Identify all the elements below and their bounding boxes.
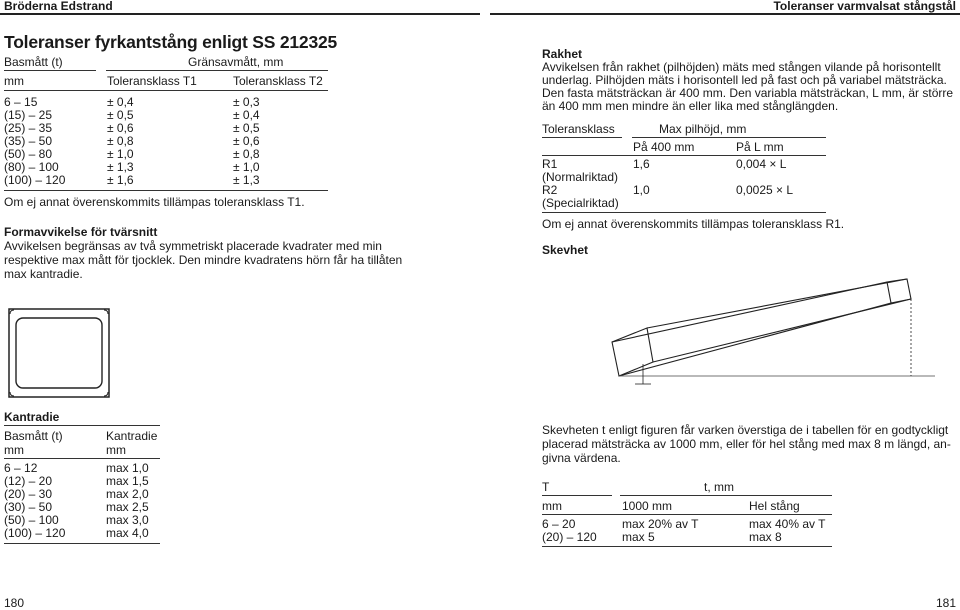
table-cell: (Specialriktad) <box>542 196 619 210</box>
table-cell: ± 0,8 <box>233 147 260 161</box>
running-head-right: Toleranser varmvalsat stångstål <box>773 0 956 13</box>
col-header-unit: mm <box>4 443 24 457</box>
table-cell: ± 0,6 <box>233 134 260 148</box>
twisted-bar-figure <box>495 266 960 400</box>
formavvikelse-text-line: Avvikelsen begränsas av två symmetriskt placerade kvadrater med min <box>4 239 382 253</box>
table-cell: 0,004 × L <box>736 157 787 171</box>
skevhet-text-line: Skevheten t enligt figuren får varken överstiga de i tabellen för en godtyckligt <box>542 423 949 437</box>
table-cell: ± 1,0 <box>107 147 134 161</box>
table-cell: ± 1,3 <box>233 173 260 187</box>
table-cell: (100) – 120 <box>4 526 66 540</box>
table-cell: 1,6 <box>633 157 650 171</box>
col-header-1000mm: 1000 mm <box>622 499 673 513</box>
col-header-basmatt: Basmått (t) <box>4 429 63 443</box>
table-cell: max 1,0 <box>106 461 149 475</box>
formavvikelse-text-line: max kantradie. <box>4 267 83 281</box>
table-cell: R2 <box>542 183 558 197</box>
col-header-t2: Toleransklass T2 <box>233 74 323 88</box>
table-cell: R1 <box>542 157 558 171</box>
table-cell: max 8 <box>749 530 782 544</box>
table-cell: ± 0,8 <box>107 134 134 148</box>
table-cell: 6 – 12 <box>4 461 38 475</box>
table-cell: (20) – 120 <box>542 530 597 544</box>
formavvikelse-heading: Formavvikelse för tvärsnitt <box>4 225 158 239</box>
table-cell: (Normalriktad) <box>542 170 619 184</box>
table-cell: (35) – 50 <box>4 134 53 148</box>
rakhet-text-line: än 400 mm men mindre än eller lika med stånglängden. <box>542 99 839 113</box>
table-cell: max 1,5 <box>106 474 149 488</box>
col-header-unit: mm <box>106 443 126 457</box>
col-header-unit: mm <box>542 499 562 513</box>
table-cell: (15) – 25 <box>4 108 53 122</box>
page-title: Toleranser fyrkantstång enligt SS 212325 <box>4 32 338 52</box>
table-cell: (50) – 80 <box>4 147 53 161</box>
table-cell: (25) – 35 <box>4 121 53 135</box>
col-header-basmatt: Basmått (t) <box>4 55 63 69</box>
col-header-t: T <box>542 480 550 494</box>
rakhet-heading: Rakhet <box>542 47 583 61</box>
table-cell: max 5 <box>622 530 655 544</box>
col-header-gransavmatt: Gränsavmått, mm <box>188 55 284 69</box>
header-rule-left <box>0 13 480 15</box>
header-rule-right <box>490 13 960 15</box>
rakhet-text-line: Avvikelsen från rakhet (pilhöjden) mäts med stången vilande på horisontellt <box>542 60 941 74</box>
table-cell: max 3,0 <box>106 513 149 527</box>
table-cell: ± 0,3 <box>233 95 260 109</box>
table-cell: max 2,5 <box>106 500 149 514</box>
table-cell: (12) – 20 <box>4 474 53 488</box>
table-cell: ± 1,0 <box>233 160 260 174</box>
table-cell: (30) – 50 <box>4 500 53 514</box>
col-header-toleransklass: Toleransklass <box>542 122 615 136</box>
table-cell: 1,0 <box>633 183 650 197</box>
table-cell: 0,0025 × L <box>736 183 794 197</box>
running-head-left: Bröderna Edstrand <box>4 0 113 13</box>
col-header-kantradie: Kantradie <box>106 429 158 443</box>
col-header-hel-stang: Hel stång <box>749 499 800 513</box>
tolerance-note: Om ej annat överenskommits tillämpas toleransklass T1. <box>4 195 305 209</box>
cross-section-figure <box>8 308 114 400</box>
table-cell: ± 1,6 <box>107 173 134 187</box>
table-cell: ± 0,6 <box>107 121 134 135</box>
table-cell: (20) – 30 <box>4 487 53 501</box>
col-header-l-mm: På L mm <box>736 140 784 154</box>
col-header-max-pilhojd: Max pilhöjd, mm <box>659 122 747 136</box>
table-cell: max 2,0 <box>106 487 149 501</box>
col-header-400mm: På 400 mm <box>633 140 695 154</box>
col-header-t1: Toleransklass T1 <box>107 74 197 88</box>
skevhet-text-line: givna värdena. <box>542 451 621 465</box>
skevhet-heading: Skevhet <box>542 243 589 257</box>
table-cell: ± 0,5 <box>233 121 260 135</box>
rakhet-text-line: Den fasta mätsträckan är 400 mm. Den variabla mätsträckan, L mm, är större <box>542 86 954 100</box>
col-header-unit: mm <box>4 74 24 88</box>
table-cell: (80) – 100 <box>4 160 59 174</box>
table-cell: ± 0,5 <box>107 108 134 122</box>
formavvikelse-text-line: respektive max mått för tjocklek. Den mindre kvadratens hörn får ha tillåten <box>4 253 403 267</box>
table-cell: (100) – 120 <box>4 173 66 187</box>
pilhojd-note: Om ej annat överenskommits tillämpas toleransklass R1. <box>542 217 845 231</box>
table-cell: 6 – 15 <box>4 95 38 109</box>
kantradie-heading: Kantradie <box>4 410 60 424</box>
table-cell: max 4,0 <box>106 526 149 540</box>
table-cell: max 40% av T <box>749 517 826 531</box>
table-cell: ± 1,3 <box>107 160 134 174</box>
table-cell: (50) – 100 <box>4 513 59 527</box>
page-number-left: 180 <box>4 596 25 610</box>
rakhet-text-line: underlag. Pilhöjden mäts i horisontell led på fast och på variabel mätsträcka. <box>542 73 947 87</box>
col-header-t-mm: t, mm <box>704 480 734 494</box>
table-cell: ± 0,4 <box>107 95 134 109</box>
table-cell: ± 0,4 <box>233 108 260 122</box>
table-cell: 6 – 20 <box>542 517 576 531</box>
skevhet-text-line: placerad mätsträcka av 1000 mm, eller för hel stång med max 8 m längd, an- <box>542 437 951 451</box>
table-cell: max 20% av T <box>622 517 699 531</box>
page-number-right: 181 <box>935 596 956 610</box>
